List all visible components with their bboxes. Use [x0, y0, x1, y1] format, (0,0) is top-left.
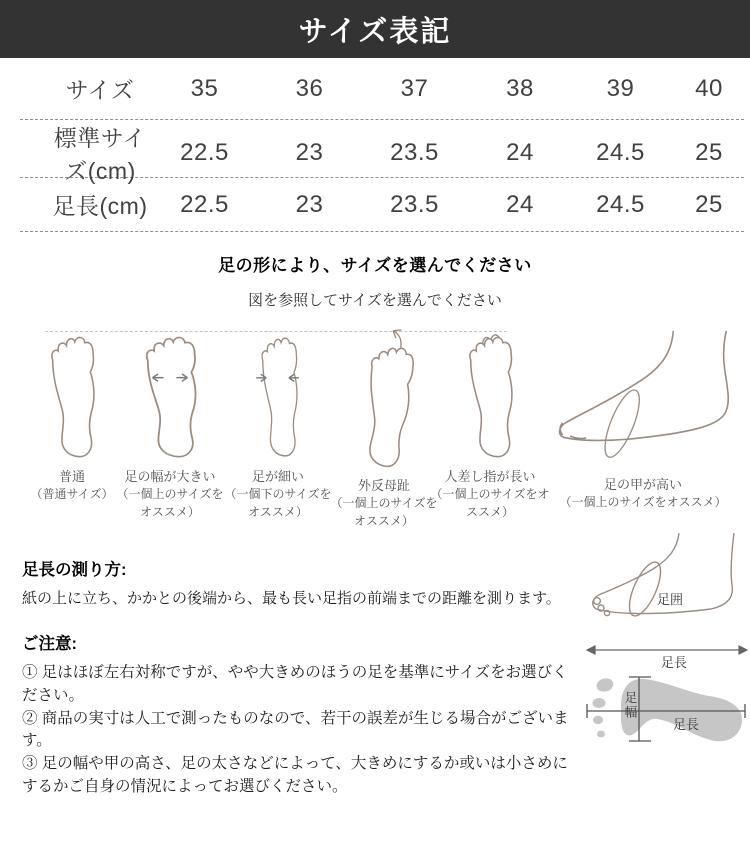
table-cell: 24.5 — [596, 139, 645, 166]
foot-type-name: 足の甲が高い — [603, 477, 682, 492]
table-cell: 23 — [295, 190, 324, 218]
table-row-standard-size — [0, 120, 750, 184]
table-cell: 37 — [400, 74, 429, 102]
page-title: サイズ表記 — [298, 15, 452, 48]
measuring-instruction: 紙の上に立ち、かかとの後端から、最も長い足指の前端までの距離を測ります。 — [22, 590, 561, 607]
table-cell: 22.5 — [180, 139, 229, 166]
row-label: サイズ — [65, 77, 135, 103]
measurement-diagrams — [585, 533, 750, 768]
foot-type-bunion — [326, 314, 442, 530]
section-heading: 足の形により、サイズを選んでください — [218, 256, 532, 275]
table-cell: 23.5 — [390, 139, 439, 166]
foot-type-name: 足が細い — [251, 469, 304, 484]
foot-type-note: （一個上のサイズをオススメ） — [330, 496, 438, 528]
table-cell: 23 — [295, 139, 324, 166]
table-cell: 23.5 — [390, 190, 439, 218]
table-cell: 35 — [190, 74, 219, 102]
foot-girth-label: 足囲 — [657, 592, 684, 607]
header-bar — [0, 0, 750, 58]
table-cell: 38 — [506, 74, 534, 102]
normal-foot-icon — [41, 329, 103, 463]
foot-type-note: （一個上のサイズをオススメ） — [430, 487, 550, 519]
long-toe-foot-icon — [459, 329, 521, 463]
table-cell: 24 — [506, 190, 534, 218]
table-cell: 25 — [695, 139, 723, 166]
foot-type-narrow — [220, 314, 336, 521]
table-cell: 24 — [506, 139, 534, 166]
foot-width-label: 足幅 — [623, 691, 637, 720]
row-divider — [20, 231, 744, 232]
section-subheading: 図を参照してサイズを選んでください — [248, 292, 502, 309]
foot-type-name: 外反母趾 — [357, 478, 410, 493]
table-cell: 40 — [695, 74, 723, 102]
table-cell: 39 — [606, 74, 635, 102]
table-cell: 25 — [695, 190, 723, 218]
narrow-foot-icon — [249, 329, 307, 463]
table-cell: 22.5 — [180, 190, 229, 218]
notice-item: ③ 足の幅や甲の高さ、足の太さなどによって、大きめにするか或いは小さめにするかご自身の情況によってお選びください。 — [22, 755, 568, 795]
row-label: 足長(cm) — [52, 193, 148, 219]
foot-type-wide — [112, 314, 228, 521]
notice-title: ご注意: — [22, 635, 77, 653]
foot-measurement-diagram — [585, 533, 750, 768]
foot-type-note: （普通サイズ） — [30, 487, 114, 501]
row-label: 標準サイズ(cm) — [53, 125, 147, 184]
foot-type-note: （一個上のサイズをオススメ） — [559, 495, 727, 509]
high-instep-foot-icon — [548, 329, 738, 471]
wide-foot-icon — [134, 329, 206, 463]
notice-section — [0, 630, 600, 799]
measuring-title: 足長の測り方: — [22, 561, 127, 579]
foot-length-print-label: 足長 — [673, 717, 700, 732]
table-row-sizes — [0, 58, 750, 119]
footprint-diagram — [587, 677, 745, 742]
foot-type-long-second-toe — [428, 314, 552, 521]
foot-type-high-instep — [545, 314, 741, 511]
foot-type-name: 足の幅が大きい — [124, 469, 216, 484]
foot-shape-guide — [0, 314, 750, 548]
foot-type-name: 普通 — [58, 469, 85, 484]
foot-type-note: （一個上のサイズをオススメ） — [116, 487, 224, 519]
foot-length-side-label: 足長 — [661, 655, 688, 670]
table-cell: 36 — [295, 74, 324, 102]
notice-item: ① 足はほぼ左右対称ですが、やや大きめのほうの足を基準にサイズをお選びください。 — [22, 664, 568, 704]
table-cell: 24.5 — [596, 190, 645, 218]
size-table — [0, 58, 750, 232]
foot-type-note: （一個下のサイズをオススメ） — [224, 487, 332, 519]
foot-type-name: 人差し指が長い — [444, 469, 536, 484]
notice-item: ② 商品の実寸は人工で測ったものなので、若干の誤差が生じる場合がございます。 — [22, 709, 569, 750]
bunion-foot-icon — [351, 329, 417, 472]
